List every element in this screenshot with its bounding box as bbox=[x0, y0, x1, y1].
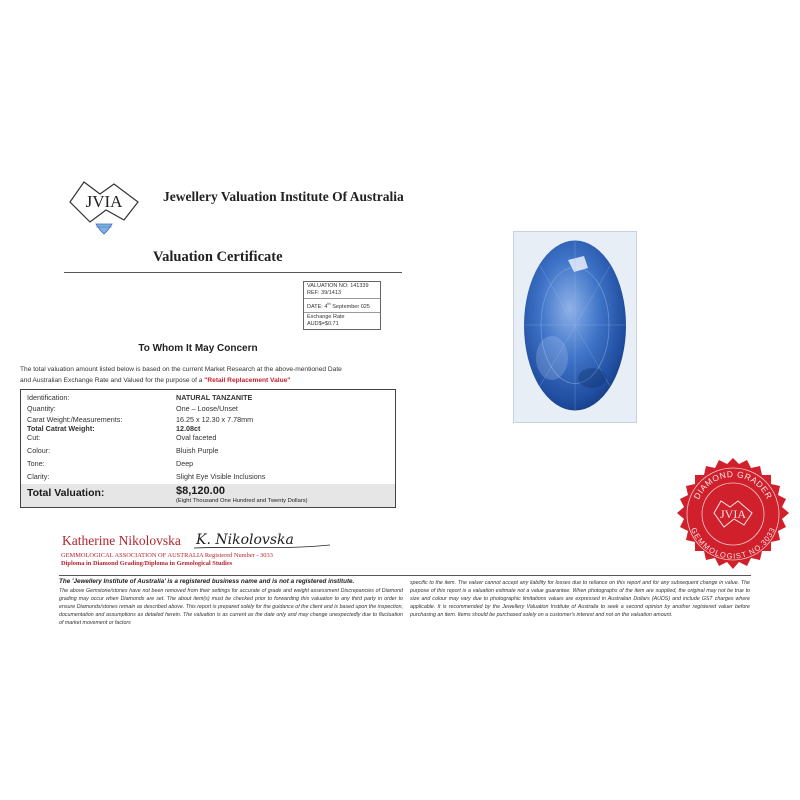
total-valuation-words: (Eight Thousand One Hundred and Twenty Dollars) bbox=[176, 498, 308, 504]
gem-details-table: Identification: NATURAL TANZANITE Quantity: One – Loose/Unset Carat Weight:/Measurements: 16.25 x 12.30 x 7.78mm Total Catrat Weight: 12.08ct Cut: Oval faceted Colour: Bluish Purple Tone: Deep Clarity: Slight Eye Visible Inclusions Total Valuation: $8,120.00 (Eight Thousand One Hundred and Twenty Dollars) bbox=[20, 389, 396, 508]
valuation-date: DATE: 4th September 025 bbox=[304, 299, 380, 313]
disclaimer-heading: The 'Jewellery Institute of Australia' is a registered business name and is not a registered institute. bbox=[59, 578, 355, 585]
seal-bottom-text: GEMMOLOGIST NO.3033 bbox=[689, 526, 777, 561]
valuer-signature bbox=[192, 526, 332, 552]
disclaimer-right-column: specific to the item. The valuer cannot accept any liability for losses due to reliance on this report and for any subsequent change in value. The purpose of this report is a valuation estimate not a value guarantee. When photographs of the item are supplied, the original may not be true to size and colour may vary due to photographic limitations values are expressed in Australian Dollars (AUDS) and include GST charges where applicable. It is recommended by the Jewellery Valuation Institute of Australia to seek a second opinion by another registered valuer before purchasing an item. Items should be purchased solely on a customer's interest and not on the valuation amount. bbox=[410, 580, 750, 618]
institute-name: Jewellery Valuation Institute Of Australia bbox=[163, 189, 404, 204]
seal-top-text: DIAMOND GRADER bbox=[691, 468, 775, 501]
tanzanite-gem-image bbox=[522, 238, 628, 413]
reference-number: REF: 39/1413 bbox=[307, 290, 341, 296]
seal-center-text: JVIA bbox=[720, 507, 746, 521]
retail-replacement-value: "Retail Replacement Value" bbox=[204, 377, 291, 384]
diamond-icon bbox=[96, 224, 112, 234]
disclaimer-divider bbox=[59, 575, 751, 576]
title-divider bbox=[64, 272, 402, 273]
salutation: To Whom It May Concern bbox=[138, 343, 258, 354]
total-valuation-label: Total Valuation: bbox=[27, 487, 105, 499]
svg-text:K. Nikolovska: K. Nikolovska bbox=[196, 532, 294, 548]
disclaimer-left-column: The above Gemstone/stones have not been removed from their settings for accurate of grade and weight assessment Discrepancies of Diamond grading may occur when Diamonds are set. The about item(s) must be checked prior to forwarding this valuation to any third party in order to ensure Diamonds/stones remain as described above. This report is prepared solely for the guidance of the client and is based upon the inspection, documentation and assumptions as detailed herein. The valuation is as current as the date only and may change unexpectedly due to fluctuation of market movement or factors bbox=[59, 588, 403, 626]
total-valuation-row bbox=[21, 484, 395, 507]
valuer-name: Katherine Nikolovska bbox=[62, 533, 181, 548]
logo-text: JVIA bbox=[85, 192, 123, 211]
exchange-rate: Exchange Rate AUD$=$0.71 bbox=[307, 313, 345, 327]
reference-box bbox=[303, 281, 381, 330]
diamond-grader-seal bbox=[674, 455, 792, 573]
certificate-title: Valuation Certificate bbox=[153, 249, 283, 265]
valuer-credentials: GEMMOLOGICAL ASSOCIATION OF AUSTRALIA Registered Number - 3033 Diploma in Diamond Grading/Diploma in Gemological Studies bbox=[61, 552, 273, 567]
jvia-logo bbox=[66, 178, 142, 236]
valuation-number: VALUATION NO: 141339 REF: 39/1413 bbox=[304, 282, 380, 299]
total-valuation-amount: $8,120.00 bbox=[176, 485, 225, 497]
intro-paragraph: The total valuation amount listed below is based on the current Market Research at the above-mentioned Date and Australian Exchange Rate and Valued for the purpose of a "Retail Replacement Value" bbox=[20, 366, 342, 384]
